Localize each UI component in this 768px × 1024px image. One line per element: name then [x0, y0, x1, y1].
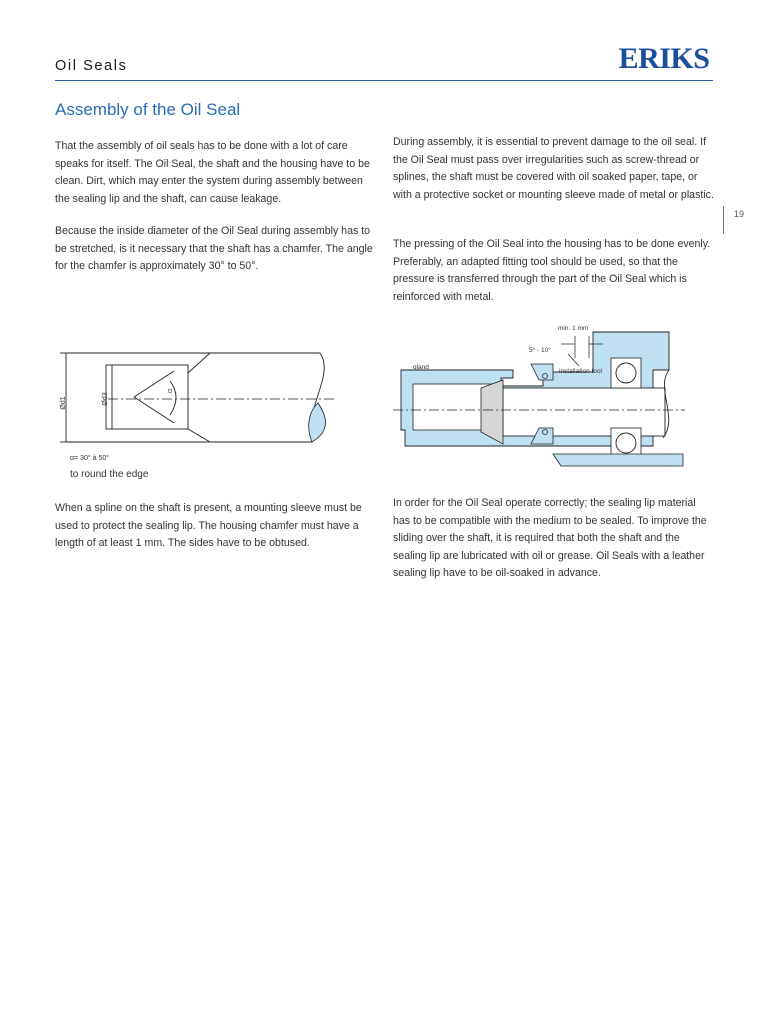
label-installation-tool: installation tool — [559, 368, 602, 375]
bearing-ball-upper — [616, 363, 636, 383]
section-title: Assembly of the Oil Seal — [55, 100, 241, 119]
left-paragraph-1: That the assembly of oil seals has to be done with a lot of care speaks for itself. The Oil Seal, the shaft and the housing have to be clean. Dirt, which may enter the system during assembly between the sealing lip and the shaft, can cause leakage. — [55, 140, 370, 205]
label-angle: 5° - 10° — [529, 347, 551, 354]
right-paragraph-1: During assembly, it is essential to prevent damage to the oil seal. If the Oil Seal must pass over irregularities such as screw-thread or splines, the shaft must be covered with oil soaked paper, tape, or with a protective socket or mounting sleeve made of metal or plastic. — [393, 136, 714, 201]
right-paragraph-3: In order for the Oil Seal operate correctly; the sealing lip material has to be compatible with the medium to be sealed. To improve the sliding over the shaft, it is required that both the shaft and the sealing lip are lubricated with oil or grease. Oil Seals with a leather sealing lip have to be oil-soaked in advance. — [393, 497, 707, 579]
label-min-1mm: min. 1 mm — [558, 325, 589, 332]
angle-arc — [170, 381, 176, 415]
page-number: 19 — [734, 209, 745, 219]
angle-note: α= 30° à 50° — [70, 455, 110, 462]
header-divider — [55, 80, 713, 81]
left-paragraph-2: Because the inside diameter of the Oil Seal during assembly has to be stretched, is it necessary that the shaft has a chamfer. The angle for the chamfer is approximately 30° to 50°. — [55, 225, 373, 272]
header-title: Oil Seals — [55, 58, 128, 74]
label-gland: gland — [413, 364, 429, 371]
logo-text: ERIKS — [618, 42, 710, 74]
shaft-chamfer-diagram — [50, 345, 350, 485]
right-paragraph-2: The pressing of the Oil Seal into the housing has to be done evenly. Preferably, an adapted fitting tool should be used, so that the pressure is transferred through the part of the Oil Seal which is reinforced with metal. — [393, 238, 711, 303]
chamfer-top — [188, 353, 210, 373]
bearing-ball-lower — [616, 433, 636, 453]
break-fill — [309, 403, 326, 442]
label-d3: Ød3 — [102, 392, 109, 406]
label-alpha: α — [167, 388, 174, 393]
left-paragraph-3: When a spline on the shaft is present, a mounting sleeve must be used to protect the sealing lip. The housing chamfer must have a length of at least 1 mm. The sides have to be obtused. — [55, 502, 362, 549]
eriks-logo — [614, 40, 714, 74]
seal-upper — [531, 364, 553, 380]
cone-lower — [134, 397, 174, 423]
label-d1: Ød1 — [60, 396, 67, 410]
seal-installation-diagram — [393, 318, 693, 478]
page-number-divider — [723, 206, 724, 234]
chamfer-bottom — [188, 429, 210, 442]
figure-caption: to round the edge — [70, 469, 149, 480]
housing-lower-flange — [553, 454, 683, 466]
